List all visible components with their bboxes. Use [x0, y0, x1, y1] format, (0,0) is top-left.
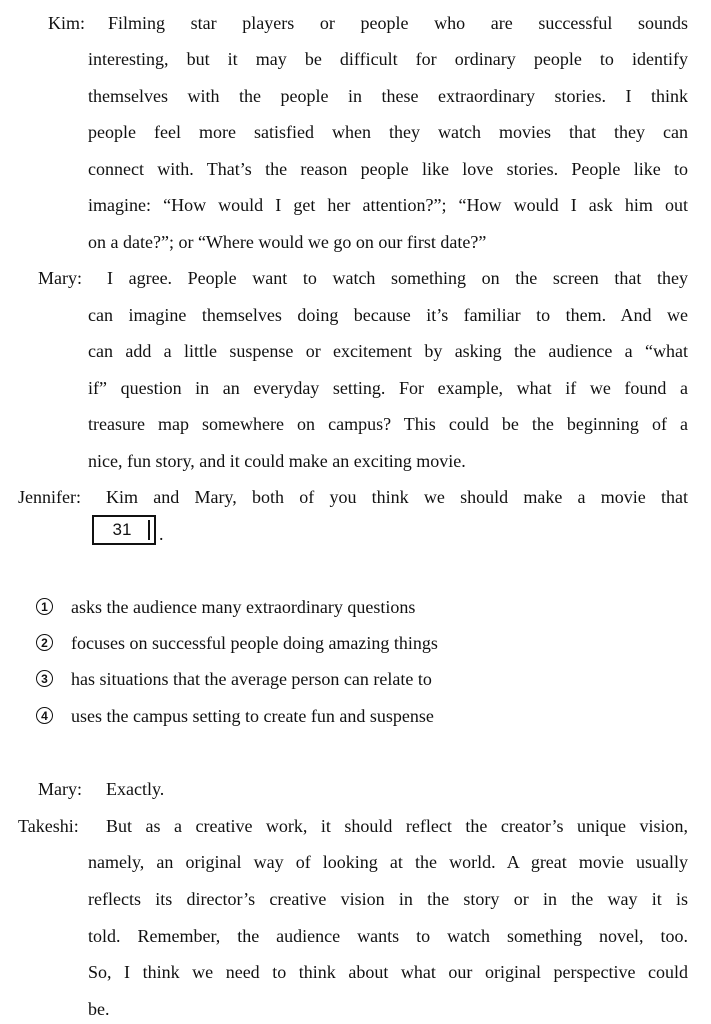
kim-line-7: on a date?”; or “Where would we go on our first date?”: [88, 232, 487, 252]
jennifer-line-1: Kim and Mary, both of you think we should make a movie that: [106, 487, 688, 507]
kim-line-2: interesting, but it may be difficult for ordinary people to identify: [88, 49, 688, 69]
kim-line-5: connect with. That’s the reason people like love stories. People like to: [88, 159, 688, 179]
option-number-3: 3: [36, 670, 53, 687]
mary-2-text: Exactly.: [106, 779, 165, 799]
mary-line-2: can imagine themselves doing because it’s familiar to them. And we: [88, 305, 688, 325]
option-text-2: focuses on successful people doing amazing things: [71, 633, 438, 653]
mary-line-1: I agree. People want to watch something on the screen that they: [107, 268, 688, 288]
speaker-mary: Mary:: [38, 268, 82, 288]
option-number-4: 4: [36, 707, 53, 724]
kim-line-1: Filming star players or people who are successful sounds: [108, 13, 688, 33]
takeshi-line-2: namely, an original way of looking at the world. A great movie usually: [88, 852, 688, 872]
mary-line-4: if” question in an everyday setting. For example, what if we found a: [88, 378, 688, 398]
answer-period: .: [159, 524, 164, 544]
speaker-kim: Kim:: [48, 13, 86, 33]
speaker-jennifer: Jennifer:: [18, 487, 81, 507]
answer-box-31[interactable]: [92, 515, 156, 545]
answer-number: 31: [112, 520, 132, 539]
option-text-1: asks the audience many extraordinary questions: [71, 597, 416, 617]
takeshi-line-4: told. Remember, the audience wants to watch something novel, too.: [88, 926, 688, 946]
takeshi-line-6: be.: [88, 999, 110, 1019]
kim-line-3: themselves with the people in these extraordinary stories. I think: [88, 86, 688, 106]
option-number-2: 2: [36, 634, 53, 651]
kim-line-6: imagine: “How would I get her attention?”; “How would I ask him out: [88, 195, 688, 215]
takeshi-line-5: So, I think we need to think about what our original perspective could: [88, 962, 688, 982]
option-text-3: has situations that the average person can relate to: [71, 669, 432, 689]
mary-line-3: can add a little suspense or excitement by asking the audience a “what: [88, 341, 688, 361]
takeshi-line-1: But as a creative work, it should reflect the creator’s unique vision,: [106, 816, 688, 836]
option-text-4: uses the campus setting to create fun and suspense: [71, 706, 434, 726]
option-number-1: 1: [36, 598, 53, 615]
speaker-mary-2: Mary:: [38, 779, 82, 799]
mary-line-5: treasure map somewhere on campus? This could be the beginning of a: [88, 414, 688, 434]
speaker-takeshi: Takeshi:: [18, 816, 79, 836]
takeshi-line-3: reflects its director’s creative vision in the story or in the way it is: [88, 889, 688, 909]
mary-line-6: nice, fun story, and it could make an exciting movie.: [88, 451, 466, 471]
kim-line-4: people feel more satisfied when they watch movies that they can: [88, 122, 688, 142]
